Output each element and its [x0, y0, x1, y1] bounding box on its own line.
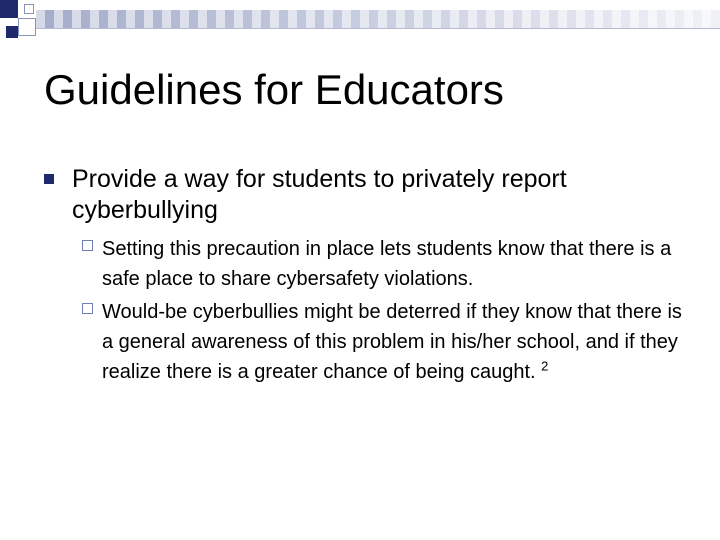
hollow-square-bullet-icon: [82, 240, 93, 251]
hollow-square-bullet-icon: [82, 303, 93, 314]
bullet-text: Provide a way for students to privately report cyberbullying: [72, 165, 567, 224]
square-bullet-icon: [44, 174, 54, 184]
decorative-square: [0, 0, 18, 18]
band-divider: [36, 28, 720, 29]
decorative-square: [6, 26, 18, 38]
bullet-item: [44, 164, 684, 226]
decorative-square-outline: [24, 4, 34, 14]
decorative-square-outline: [18, 18, 36, 36]
sub-bullet-text: Would-be cyberbullies might be deterred if they know that there is a general awareness of this problem in his/her school, and if they realize there is a greater chance of being caught.: [102, 301, 682, 383]
slide-title: Guidelines for Educators: [44, 66, 504, 113]
top-band-pattern: [36, 10, 720, 28]
sub-bullet-text-container: [102, 297, 682, 387]
sub-bullet-item: [82, 234, 682, 294]
sub-bullet-text: Setting this precaution in place lets students know that there is a safe place to share cybersafety violations.: [102, 238, 672, 290]
sub-bullet-item: [82, 297, 682, 387]
footnote-reference: 2: [541, 358, 549, 374]
